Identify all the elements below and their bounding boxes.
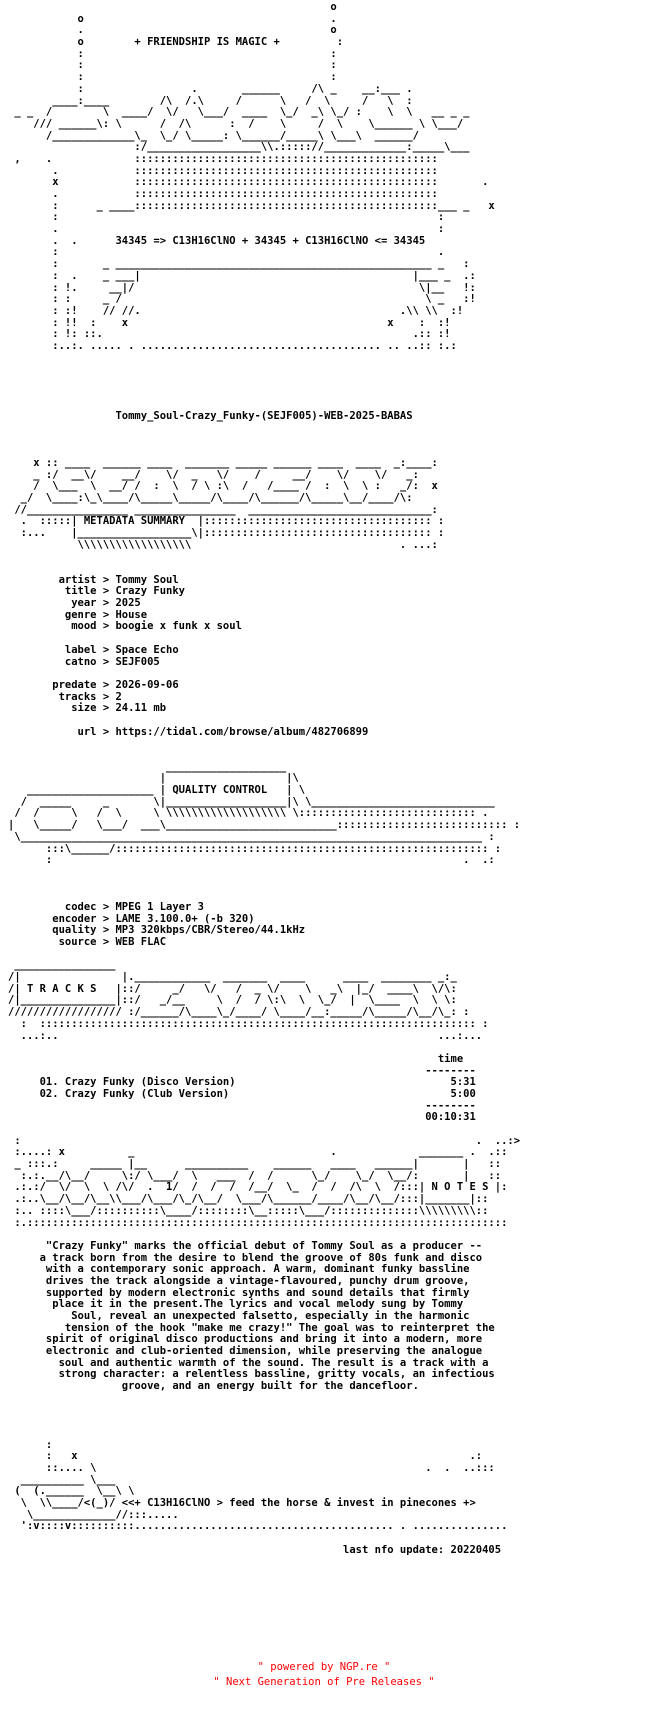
nfo-line <box>8 388 520 400</box>
nfo-text-block <box>8 2 520 1556</box>
nfo-line: . :::::::::::::::::::::::::::::::::::::::::::::::: <box>8 164 438 177</box>
nfo-line: 02. Crazy Funky (Club Version) 5:00 <box>8 1087 476 1100</box>
nfo-line: -------- <box>8 1064 476 1077</box>
nfo-line: : . ..:> <box>8 1134 521 1147</box>
nfo-line <box>8 364 520 376</box>
nfo-line: : !. __|/ \|__ !: <box>8 281 476 294</box>
nfo-line: soul and authentic warmth of the sound. The result is a track with a <box>8 1356 489 1369</box>
nfo-line: _ _ / \ ____/ \/ \___/ ____ \_/ _\ \_/ : \ \ __ _ _ <box>8 106 470 119</box>
nfo-line: : : _ / \ _ :! <box>8 293 476 306</box>
nfo-line: label > Space Echo <box>8 643 179 656</box>
nfo-line: . :::::::::::::::::::::::::::::::::::::::::::::::: <box>8 188 438 200</box>
nfo-line: drives the track alongside a vintage-flavoured, punchy drum groove, <box>8 1274 470 1287</box>
nfo-line: year > 2025 <box>8 597 141 610</box>
nfo-line: ____________________ | QUALITY CONTROL | \ <box>8 784 306 797</box>
nfo-line: last nfo update: 20220405 <box>8 1543 502 1556</box>
nfo-line: :....: x _ . _______ . .:: <box>8 1146 508 1159</box>
nfo-line: .:.:/ \/ \ \ /\/ . 1/ / / / /__/ \_ / / /\ \ /:::| N O T E S |: <box>8 1181 508 1194</box>
nfo-line <box>8 738 520 750</box>
nfo-line: | |\ <box>8 772 299 785</box>
nfo-line: __________ \___ <box>8 1473 116 1486</box>
nfo-line <box>8 1393 520 1405</box>
nfo-line: : : <box>8 211 445 224</box>
nfo-line: :.. ::::\___/::::::::::\____/::::::::\__:::::\___/::::::::::::::\\\\\\\\\:: <box>8 1204 489 1217</box>
nfo-line: : :! // //. .\\ \\ :! <box>8 304 464 317</box>
nfo-line: :..:. ..... . ...................................... .. ..:: :.: <box>8 339 457 352</box>
nfo-line: : . _ ___| |___ _ .: <box>8 269 476 282</box>
nfo-line: . :::::| METADATA SUMMARY |:::::::::::::::::::::::::::::::::::: : <box>8 515 445 528</box>
nfo-line: time <box>8 1052 464 1065</box>
nfo-line: groove, and an energy built for the dancefloor. <box>8 1380 419 1393</box>
nfo-line: source > WEB FLAC <box>8 936 167 948</box>
nfo-line <box>8 1416 520 1428</box>
nfo-line: o + FRIENDSHIP IS MAGIC + : <box>8 36 344 49</box>
nfo-line: : ::::::::::::::::::::::::::::::::::::::::::::::::::::::::::::::::::::: : <box>8 1017 489 1030</box>
nfo-line: ':v::::v::::::::::......................................... . ............... <box>8 1520 508 1533</box>
nfo-line: \ \\____/<(_)/ <<+ C13H16ClNO > feed the horse & invest in pinecones +> <box>8 1497 476 1509</box>
nfo-line: /| |.____________ _______ ____ ____ ________ _:_ <box>8 971 457 984</box>
nfo-line <box>8 715 520 727</box>
nfo-line: -------- <box>8 1099 476 1112</box>
nfo-line: _ :::.: _____ |__ __________ ______ ____ ______| | :: <box>8 1158 502 1171</box>
nfo-line: ____:____ /\ /.\ / \ / \ / \ : <box>8 94 413 107</box>
nfo-line <box>8 434 520 446</box>
nfo-line: / \___ \ __/ / : \ / \ :\ / /____ / : \ \ : _/: x <box>8 480 438 493</box>
nfo-line: . : <box>8 223 445 236</box>
nfo-line: predate > 2026-09-06 <box>8 678 179 691</box>
nfo-line <box>8 879 520 891</box>
nfo-line: ___________________ <box>8 760 287 773</box>
nfo-line: : . <box>8 246 445 259</box>
nfo-line: title > Crazy Funky <box>8 585 186 598</box>
nfo-line <box>8 551 520 563</box>
nfo-line: 00:10:31 <box>8 1111 476 1124</box>
nfo-line: : x .: <box>8 1450 483 1463</box>
nfo-line: / _____ _ \|___________________|\ \_____________________________ <box>8 795 495 808</box>
nfo-line: .:..\__/\__/\__\\___/\___/\_/\__/ \___/\______/____/\__/\__/:::|_______|:: <box>8 1193 489 1206</box>
nfo-line: genre > House <box>8 608 148 621</box>
nfo-line: supported by modern electronic synths and sound details that firmly <box>8 1286 470 1299</box>
nfo-line <box>8 1405 520 1417</box>
nfo-line: electronic and club-oriented dimension, while preserving the analogue <box>8 1345 483 1358</box>
nfo-line: : <box>8 1438 53 1451</box>
nfo-line: :... |__________________\|:::::::::::::::::::::::::::::::::::: : <box>8 526 445 539</box>
nfo-line: x :::::::::::::::::::::::::::::::::::::::::::::::: . <box>8 176 489 189</box>
nfo-line: : _ __________________________________________________ _ : <box>8 258 470 271</box>
nfo-line <box>8 1533 520 1545</box>
nfo-line <box>8 750 520 762</box>
nfo-line: : !: ::. .:: :! <box>8 328 451 341</box>
nfo-line: :/__________________\\.::::://_____________:_____\___ <box>8 141 470 154</box>
nfo-line: /| T R A C K S |::/ _/ \/ / _ \/ \ _\ |_/ ____\ \/\: <box>8 982 457 995</box>
nfo-line: with a contemporary sonic approach. A warm, dominant funky bassline <box>8 1263 470 1276</box>
nfo-line: :.:::::::::::::::::::::::::::::::::::::::::::::::::::::::::::::::::::::::::::: <box>8 1216 508 1229</box>
nfo-line: \\\\\\\\\\\\\\\\\\ . ...: <box>8 538 438 551</box>
nfo-line: : !! : x x : :! <box>8 316 451 329</box>
nfo-line: encoder > LAME 3.100.0+ (-b 320) <box>8 912 255 925</box>
nfo-line <box>8 1124 520 1136</box>
nfo-line: : : <box>8 59 337 72</box>
nfo-line: //________________ ________________ _____________________________: <box>8 503 438 516</box>
nfo-line <box>8 1428 520 1440</box>
nfo-line: quality > MP3 320kbps/CBR/Stereo/44.1kHz <box>8 924 306 937</box>
nfo-line: ////////////////// :/______/\____\_/____/ \____/__:_____/\_____/\__/\_: : <box>8 1006 470 1019</box>
nfo-line <box>8 563 520 575</box>
nfo-line: catno > SEJF005 <box>8 655 160 668</box>
nfo-line: . . 34345 => C13H16ClNO + 34345 + C13H16ClNO <= 34345 <box>8 234 426 247</box>
nfo-line: _/ \____:\_\____/\_____\_____/\____/\______/\_____\__/____/\: <box>8 491 413 504</box>
nfo-line: spirit of original disco productions and bring it into a modern, more <box>8 1333 483 1346</box>
nfo-line <box>8 376 520 388</box>
nfo-line <box>8 867 520 879</box>
powered-by-text: " powered by NGP.re " <box>257 1661 391 1673</box>
nfo-line: artist > Tommy Soul <box>8 573 179 586</box>
nfo-line: /|_______________|::/ _/__ \ / / \:\ \ \_/ | \____ \ \ \: <box>8 994 457 1007</box>
nfo-line: ( (.______ \__\ \ <box>8 1485 135 1498</box>
nfo-line: o . <box>8 12 337 25</box>
nfo-line: o <box>8 1 337 13</box>
nfo-line: | \_____/ \___/ ___\___________________________::::::::::::::::::::::::::: : <box>8 819 521 832</box>
nfo-line: / / \ / \ \ \\\\\\\\\\\\\\\\\\\ \:::::::::::::::::::::::::::: . <box>8 807 489 820</box>
nfo-line <box>8 353 520 365</box>
nfo-line: Tommy_Soul-Crazy_Funky-(SEJF005)-WEB-2025-BABAS <box>8 410 413 423</box>
nfo-line: \_____________//:::..... <box>8 1508 179 1521</box>
nfo-line: x :: ____ ______ ____ _______ _____ ______ ____ ____ _:____: <box>8 456 438 469</box>
nfo-line: codec > MPEG 1 Layer 3 <box>8 900 204 913</box>
nfo-line: ...:.. ...:... <box>8 1029 483 1042</box>
nfo-line: a track born from the desire to blend the groove of 80s funk and disco <box>8 1251 483 1264</box>
nfo-line: /// ______\: \ / /\ : / \ / \ \______ \ \___/ <box>8 117 464 130</box>
nfo-line: : _ ____::::::::::::::::::::::::::::::::::::::::::::::::___ _ x <box>8 199 495 212</box>
nfo-line: :::\______/::::::::::::::::::::::::::::::::::::::::::::::::::::::::::: : <box>8 842 502 855</box>
nfo-line: strong character: a relentless bassline, gritty vocals, an infectious <box>8 1368 495 1381</box>
nfo-line: mood > boogie x funk x soul <box>8 620 242 633</box>
nfo-line: : : <box>8 47 337 60</box>
nfo-line: : : <box>8 71 337 84</box>
nfo-line: Soul, reveal an unexpected falsetto, especially in the harmonic <box>8 1310 470 1322</box>
nfo-line: tension of the hook "make me crazy!" The goal was to reinterpret the <box>8 1321 495 1334</box>
nfo-line: _ :/ __\/ __/ \/ _ \/ / __/ \/ \/ _: <box>8 468 419 481</box>
nfo-line: url > https://tidal.com/browse/album/482706899 <box>8 725 369 738</box>
tagline-text: " Next Generation of Pre Releases " <box>213 1676 435 1688</box>
nfo-line: : . .: <box>8 854 495 867</box>
nfo-line: : . ______ /\ _ __:___ . <box>8 82 413 95</box>
nfo-line: place it in the present.The lyrics and vocal melody sung by Tommy <box>8 1298 464 1311</box>
nfo-line: ________________ <box>8 959 116 972</box>
nfo-line: tracks > 2 <box>8 690 122 703</box>
nfo-line: . o <box>8 24 337 37</box>
nfo-line: "Crazy Funky" marks the official debut of Tommy Soul as a producer -- <box>8 1239 483 1252</box>
nfo-line: ::.... \ . . ..::: <box>8 1461 495 1474</box>
nfo-line: , . :::::::::::::::::::::::::::::::::::::::::::::::: <box>8 152 438 165</box>
nfo-line: size > 24.11 mb <box>8 702 167 715</box>
nfo-line: /_____________\_ \_/ \_____: \______/_____\ \___\ ______/ <box>8 129 419 142</box>
nfo-line: 01. Crazy Funky (Disco Version) 5:31 <box>8 1076 476 1089</box>
nfo-line <box>8 423 520 435</box>
nfo-line: :.:.__/\__/ \:/ \___/ \ ___ / / \_/ \_/ \__/: | :: <box>8 1169 502 1182</box>
nfo-line: \_________________________________________________________________________ : <box>8 830 495 843</box>
